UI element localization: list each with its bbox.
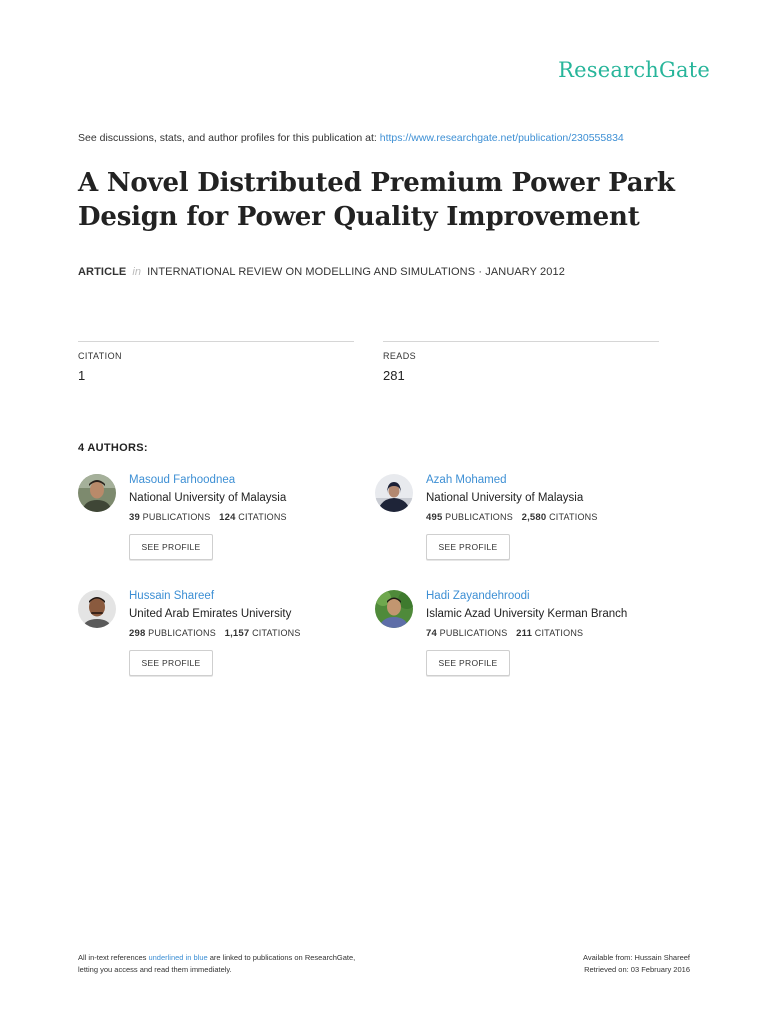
author-name[interactable]: Hussain Shareef — [129, 590, 215, 602]
see-profile-button[interactable]: SEE PROFILE — [426, 534, 510, 560]
author-card — [375, 474, 665, 584]
publications-count: 39 — [129, 512, 140, 523]
author-name[interactable]: Azah Mohamed — [426, 474, 507, 486]
reads-stat — [383, 341, 659, 383]
retrieved-on: Retrieved on: 03 February 2016 — [584, 965, 690, 974]
citations-label: CITATIONS — [534, 628, 584, 638]
citations-label: CITATIONS — [549, 512, 598, 522]
publications-count: 298 — [129, 628, 146, 639]
author-card — [78, 474, 368, 584]
citation-stat — [78, 341, 354, 383]
author-institution: United Arab Emirates University — [129, 608, 292, 620]
discussion-line — [78, 132, 624, 144]
underlined-sample: underlined in blue — [148, 953, 208, 962]
avatar[interactable] — [375, 474, 413, 512]
author-institution: Islamic Azad University Kerman Branch — [426, 608, 628, 620]
citations-count: 124 — [219, 512, 236, 523]
meta-in-word: in — [132, 266, 142, 278]
publication-type: ARTICLE — [78, 266, 127, 278]
footer-line-1 — [78, 952, 355, 964]
reads-label: READS — [383, 351, 417, 361]
see-profile-button[interactable]: SEE PROFILE — [129, 534, 213, 560]
researchgate-logo[interactable]: ResearchGate — [558, 58, 710, 82]
author-name[interactable]: Hadi Zayandehroodi — [426, 590, 530, 602]
see-profile-button[interactable]: SEE PROFILE — [129, 650, 213, 676]
author-card — [375, 590, 665, 700]
avatar[interactable] — [375, 590, 413, 628]
citations-label: CITATIONS — [238, 512, 287, 522]
citations-count: 211 — [516, 628, 533, 639]
citation-label: CITATION — [78, 351, 122, 361]
footer-availability — [583, 952, 690, 976]
reads-value: 281 — [383, 368, 405, 383]
publications-label: PUBLICATIONS — [148, 628, 216, 638]
citation-value: 1 — [78, 368, 86, 383]
publications-label: PUBLICATIONS — [445, 512, 513, 522]
author-stats — [129, 512, 369, 523]
publications-count: 74 — [426, 628, 437, 639]
journal-name: INTERNATIONAL REVIEW ON MODELLING AND SIMULATIONS · JANUARY 2012 — [147, 266, 565, 278]
publications-label: PUBLICATIONS — [439, 628, 508, 638]
author-name[interactable]: Masoud Farhoodnea — [129, 474, 236, 486]
publications-label: PUBLICATIONS — [142, 512, 211, 522]
citations-label: CITATIONS — [252, 628, 301, 638]
see-profile-button[interactable]: SEE PROFILE — [426, 650, 510, 676]
author-institution: National University of Malaysia — [129, 492, 287, 504]
avatar[interactable] — [78, 590, 116, 628]
footer-text: are linked to publications on ResearchGate, — [207, 953, 356, 962]
authors-heading: 4 AUTHORS: — [78, 442, 148, 454]
author-institution: National University of Malaysia — [426, 492, 584, 504]
citations-count: 1,157 — [224, 628, 250, 639]
publication-title: A Novel Distributed Premium Power Park Design for Power Quality Improvement — [78, 168, 675, 232]
publications-count: 495 — [426, 512, 443, 523]
available-from: Available from: Hussain Shareef — [583, 953, 690, 962]
footer-text: All in-text references — [78, 953, 149, 962]
author-stats — [129, 628, 369, 639]
publication-meta — [78, 266, 565, 278]
avatar[interactable] — [78, 474, 116, 512]
author-stats — [426, 512, 666, 523]
author-stats — [426, 628, 666, 639]
citations-count: 2,580 — [521, 512, 547, 523]
author-card — [78, 590, 368, 700]
publication-url-link[interactable]: https://www.researchgate.net/publication/230555834 — [379, 132, 624, 144]
footer-line-2: letting you access and read them immediately. — [78, 965, 232, 974]
discussion-prefix: See discussions, stats, and author profiles for this publication at: — [78, 132, 380, 144]
footer-note — [78, 952, 355, 976]
